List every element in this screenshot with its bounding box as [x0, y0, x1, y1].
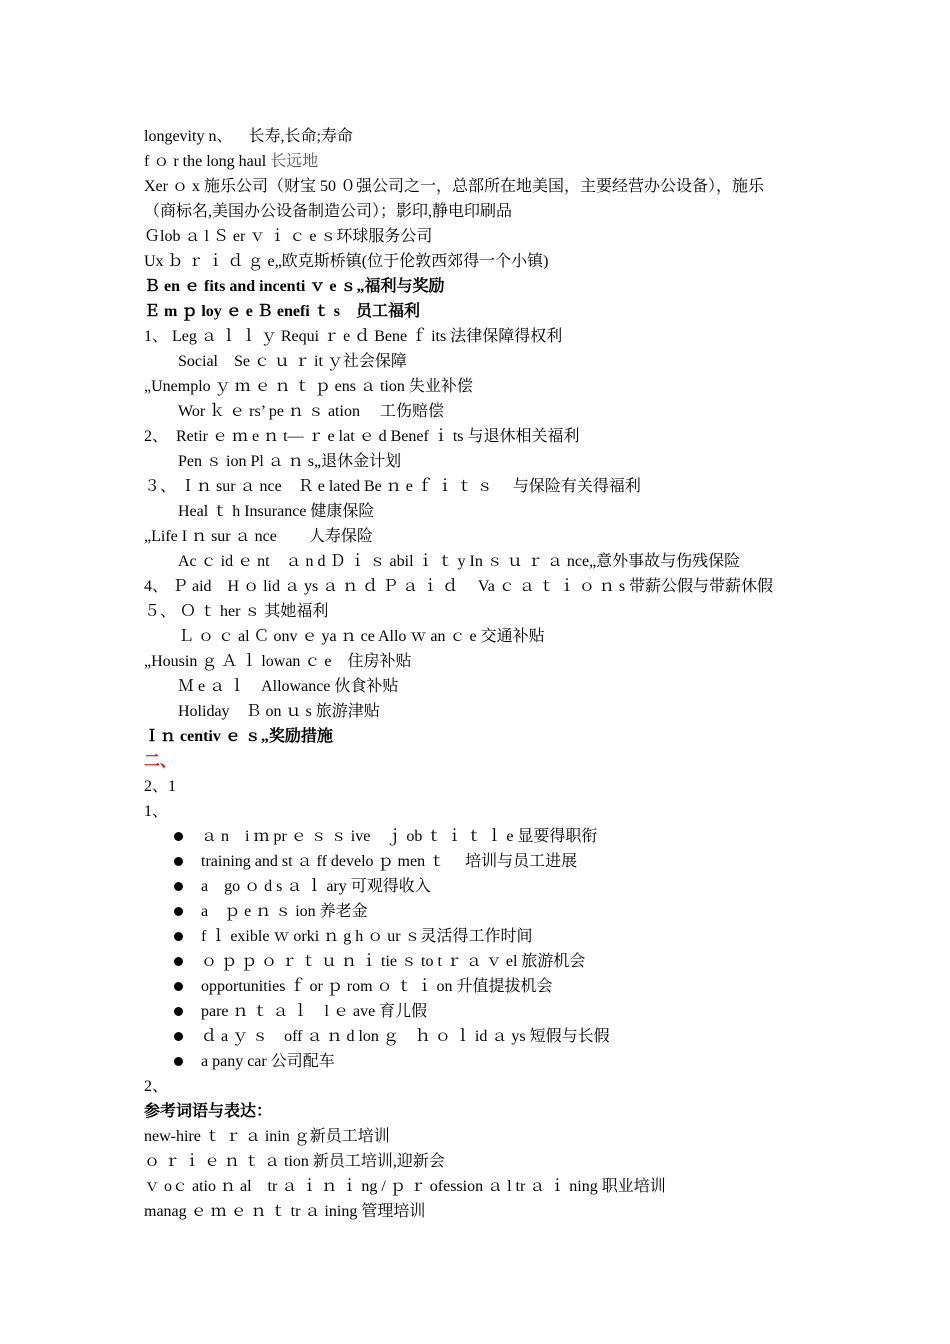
benefit-line: 4、 Ｐ aid H ｏ lid ａ ys ａ ｎ ｄ Ｐ ａ ｉ ｄ Va ｃ ａ ｔ ｉ ｏ ｎ s 带薪公假与带薪休假: [144, 578, 774, 595]
bullet-item: a ｐ e ｎ ｓ ion 养老金: [144, 899, 824, 924]
vocab-line: Ｇlob ａ l Ｓ er ｖ ｉ ｃ e ｓ环球服务公司: [144, 228, 433, 245]
bullet-icon: [174, 857, 183, 866]
reference-heading: 参考词语与表达：: [144, 1103, 273, 1120]
vocab-line: Ux ｂ ｒ ｉ ｄ ｇ e„欧克斯桥镇(位于伦敦西郊得一个小镇): [144, 253, 549, 270]
bullet-icon: [174, 907, 183, 916]
bullet-item: pare ｎ ｔ ａ ｌ l ｅ ave 育儿假: [144, 999, 824, 1024]
bullet-icon: [174, 957, 183, 966]
benefit-line: „Life I ｎ sur ａ nce 人寿保险: [144, 528, 373, 545]
subsection-number: 2、1: [144, 778, 177, 795]
benefit-line: Pen ｓ ion Pl ａ ｎ s„退休金计划: [178, 453, 402, 470]
item-number: 2、: [144, 1078, 169, 1095]
bullet-item: training and st ａ ff develo ｐ men ｔ 培训与员工进展: [144, 849, 824, 874]
benefit-line: Ｌ ｏ ｃ al Ｃ onv ｅ ya ｎ ce Allo ｗ an ｃ e 交通补贴: [178, 628, 545, 645]
reference-line: new-hire ｔ ｒ ａ inin ｇ新员工培训: [144, 1128, 390, 1145]
bullet-icon: [174, 832, 183, 841]
bullet-icon: [174, 1007, 183, 1016]
item-number: 1、: [144, 803, 169, 820]
bullet-item: ｄ a ｙ ｓ off ａ ｎ d lon ｇ ｈ ｏ ｌ id ａ ys 短假与长假: [144, 1024, 824, 1049]
bullet-item: a pany car 公司配车: [144, 1049, 824, 1074]
bullet-icon: [174, 1032, 183, 1041]
bullet-icon: [174, 982, 183, 991]
vocab-line: （商标名,美国办公设备制造公司）；影印,静电印刷品: [144, 203, 513, 220]
vocab-line: f ｏ r the long haul 长远地: [144, 153, 319, 170]
heading-incentives: Ｉｎ centiv ｅ ｓ„奖励措施: [144, 728, 333, 745]
heading-benefits: Ｂ en ｅ fits and incenti ｖ e ｓ„福利与奖励: [144, 278, 445, 295]
vocab-line: Xer ｏ x 施乐公司（财宝 50 ０强公司之一，总部所在地美国，主要经营办公设备），施乐: [144, 178, 764, 195]
benefit-line: 2、 Retir ｅ ｍ e ｎ t— ｒ e lat ｅ d Benef ｉ ts 与退休相关福利: [144, 428, 580, 445]
benefit-line: Ac ｃ id ｅ nt ａ n d Ｄ ｉ ｓ abil ｉ ｔ y In ｓ ｕ ｒ ａ nce„意外事故与伤残保险: [178, 553, 741, 570]
heading-employee-benefits: Ｅ m ｐ loy ｅ e Ｂ enefi ｔ s 员工福利: [144, 303, 420, 320]
vocab-line: longevity n、 长寿,长命;寿命: [144, 128, 353, 145]
bullet-icon: [174, 1057, 183, 1066]
bullet-item: a go ｏ d s ａ ｌ ary 可观得收入: [144, 874, 824, 899]
bullet-item: ｏ ｐ ｐ ｏ ｒ ｔ ｕ ｎ ｉ tie ｓ to t ｒ ａ ｖ el 旅游机会: [144, 949, 824, 974]
reference-line: ｖ oｃ atio ｎ al tr ａ ｉ ｎ ｉ ng / ｐ ｒ ofession ａ l tr ａ ｉ ning 职业培训: [144, 1178, 666, 1195]
benefit-line: Ｍ e ａ ｌ Allowance 伙食补贴: [178, 678, 399, 695]
reference-line: manag ｅ ｍ ｅ ｎ ｔ tr ａ ining 管理培训: [144, 1203, 426, 1220]
benefit-line: „Housin ｇ Ａ ｌ lowan ｃ e 住房补贴: [144, 653, 412, 670]
bullet-item: ａ n i ｍ pr ｅ ｓ ｓ ive ｊ ob ｔ ｉ ｔ ｌ e 显要得职衔: [144, 824, 824, 849]
benefit-line: Wor ｋ ｅ rs’ pe ｎ ｓ ation 工伤赔偿: [178, 403, 444, 420]
benefit-line: ３、 Ｉｎ sur ａ nce Ｒ e lated Be ｎ e ｆ ｉ ｔ ｓ 与保险有关得福利: [144, 478, 641, 495]
benefit-line: „Unemplo ｙ ｍ ｅ ｎ ｔ ｐ ens ａ tion 失业补偿: [144, 378, 473, 395]
benefit-line: Heal ｔ h Insurance 健康保险: [178, 503, 375, 520]
section-two-heading: 二、: [144, 753, 177, 770]
benefit-line: ５、 Ｏ ｔ her ｓ 其她福利: [144, 603, 329, 620]
benefit-line: Social Se ｃ ｕ ｒ it ｙ社会保障: [178, 353, 407, 370]
bullet-icon: [174, 882, 183, 891]
benefit-line: 1、 Leg ａ ｌ ｌ ｙ Requi ｒ e ｄ Bene ｆ its 法律保障得权利: [144, 328, 563, 345]
bullet-item: opportunities ｆ or ｐ rom ｏ ｔ ｉ on 升值提拔机会: [144, 974, 824, 999]
bullet-icon: [174, 932, 183, 941]
benefit-line: Holiday Ｂ on ｕ s 旅游津贴: [178, 703, 380, 720]
document-body: [144, 124, 824, 1224]
bullet-item: f ｌ exible ｗ orki ｎ g h ｏ ur ｓ灵活得工作时间: [144, 924, 824, 949]
reference-line: ｏ ｒ ｉ ｅ ｎ ｔ ａ tion 新员工培训,迎新会: [144, 1153, 445, 1170]
